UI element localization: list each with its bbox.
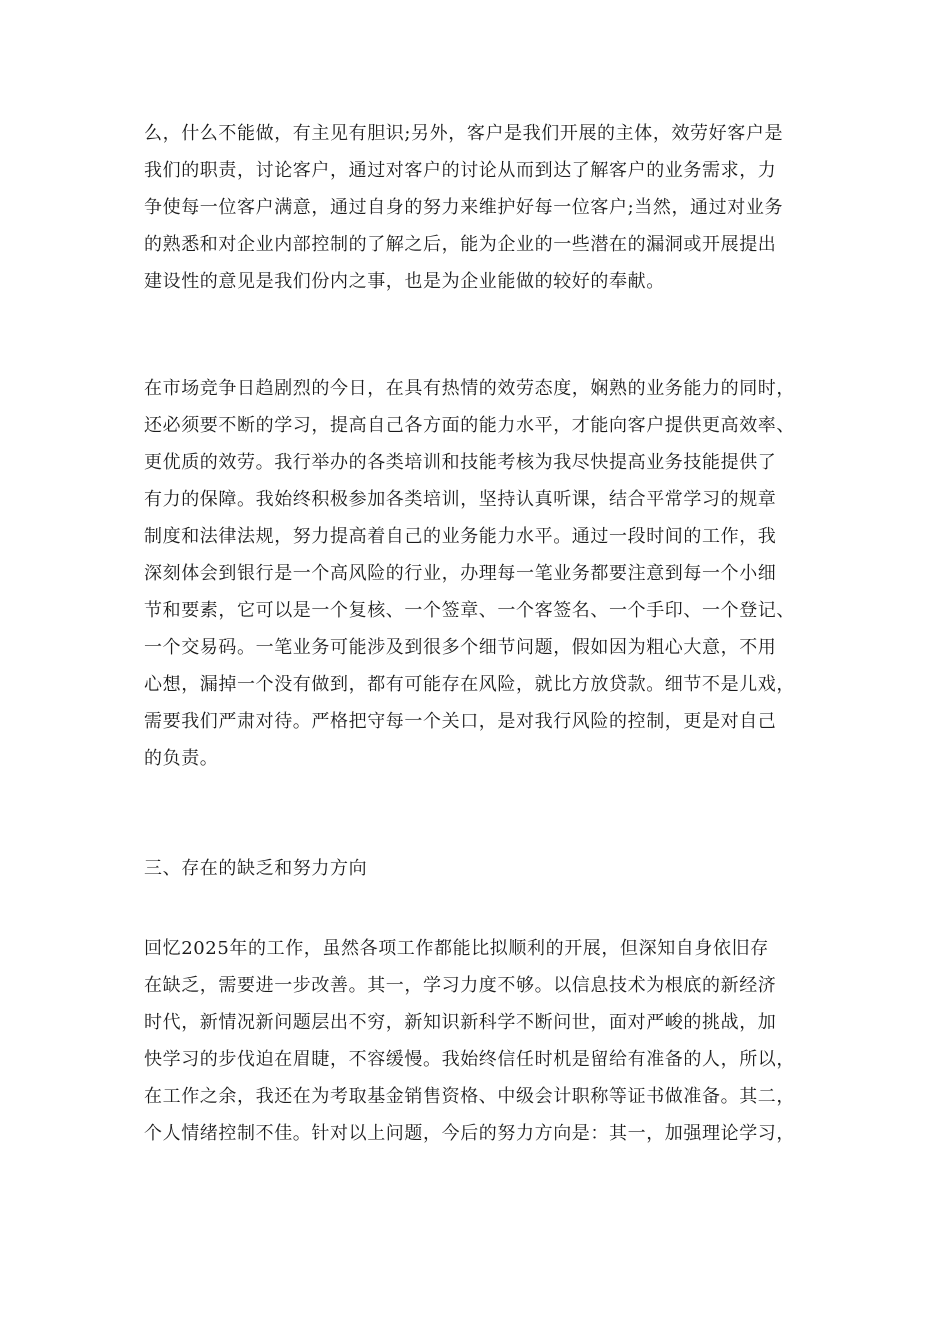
text-line: 在市场竞争日趋剧烈的今日，在具有热情的效劳态度，娴熟的业务能力的同时， xyxy=(144,378,795,399)
section-heading xyxy=(144,850,814,887)
text-line: 有力的保障。我始终积极参加各类培训，坚持认真听课，结合平常学习的规章 xyxy=(144,489,777,510)
text-line: 建设性的意见是我们份内之事，也是为企业能做的较好的奉献。 xyxy=(144,271,665,292)
text-line: 个人情绪控制不佳。针对以上问题，今后的努力方向是：其一，加强理论学习， xyxy=(144,1123,795,1144)
text-line: 我们的职责，讨论客户，通过对客户的讨论从而到达了解客户的业务需求，力 xyxy=(144,160,777,181)
text-line: 争使每一位客户满意，通过自身的努力来维护好每一位客户;当然，通过对业务 xyxy=(144,197,784,218)
text-line: 时代，新情况新问题层出不穷，新知识新科学不断问世，面对严峻的挑战，加 xyxy=(144,1012,777,1033)
paragraph-customer-service xyxy=(144,115,814,300)
paragraph-continuous-learning xyxy=(144,370,814,777)
text-line: 需要我们严肃对待。严格把守每一个关口，是对我行风险的控制，更是对自己 xyxy=(144,711,777,732)
text-line: 快学习的步伐迫在眉睫，不容缓慢。我始终信任时机是留给有准备的人，所以， xyxy=(144,1049,795,1070)
text-line: 回忆2025年的工作，虽然各项工作都能比拟顺利的开展，但深知自身依旧存 xyxy=(144,938,769,959)
text-line: 的熟悉和对企业内部控制的了解之后，能为企业的一些潜在的漏洞或开展提出 xyxy=(144,234,777,255)
text-line: 心想，漏掉一个没有做到，都有可能存在风险，就比方放贷款。细节不是儿戏， xyxy=(144,674,795,695)
text-line: 一个交易码。一笔业务可能涉及到很多个细节问题，假如因为粗心大意，不用 xyxy=(144,637,777,658)
paragraph-shortcomings xyxy=(144,930,814,1152)
text-line: 么，什么不能做，有主见有胆识;另外，客户是我们开展的主体，效劳好客户是 xyxy=(144,123,784,144)
text-line: 更优质的效劳。我行举办的各类培训和技能考核为我尽快提高业务技能提供了 xyxy=(144,452,777,473)
text-line: 节和要素，它可以是一个复核、一个签章、一个客签名、一个手印、一个登记、 xyxy=(144,600,795,621)
text-line: 深刻体会到银行是一个高风险的行业，办理每一笔业务都要注意到每一个小细 xyxy=(144,563,777,584)
text-line: 在工作之余，我还在为考取基金销售资格、中级会计职称等证书做准备。其二， xyxy=(144,1086,795,1107)
text-line: 还必须要不断的学习，提高自己各方面的能力水平，才能向客户提供更高效率、 xyxy=(144,415,795,436)
text-line: 制度和法律法规，努力提高着自己的业务能力水平。通过一段时间的工作，我 xyxy=(144,526,777,547)
section-heading-text: 三、存在的缺乏和努力方向 xyxy=(144,858,368,879)
text-line: 的负责。 xyxy=(144,748,219,769)
text-line: 在缺乏，需要进一步改善。其一，学习力度不够。以信息技术为根底的新经济 xyxy=(144,975,777,996)
